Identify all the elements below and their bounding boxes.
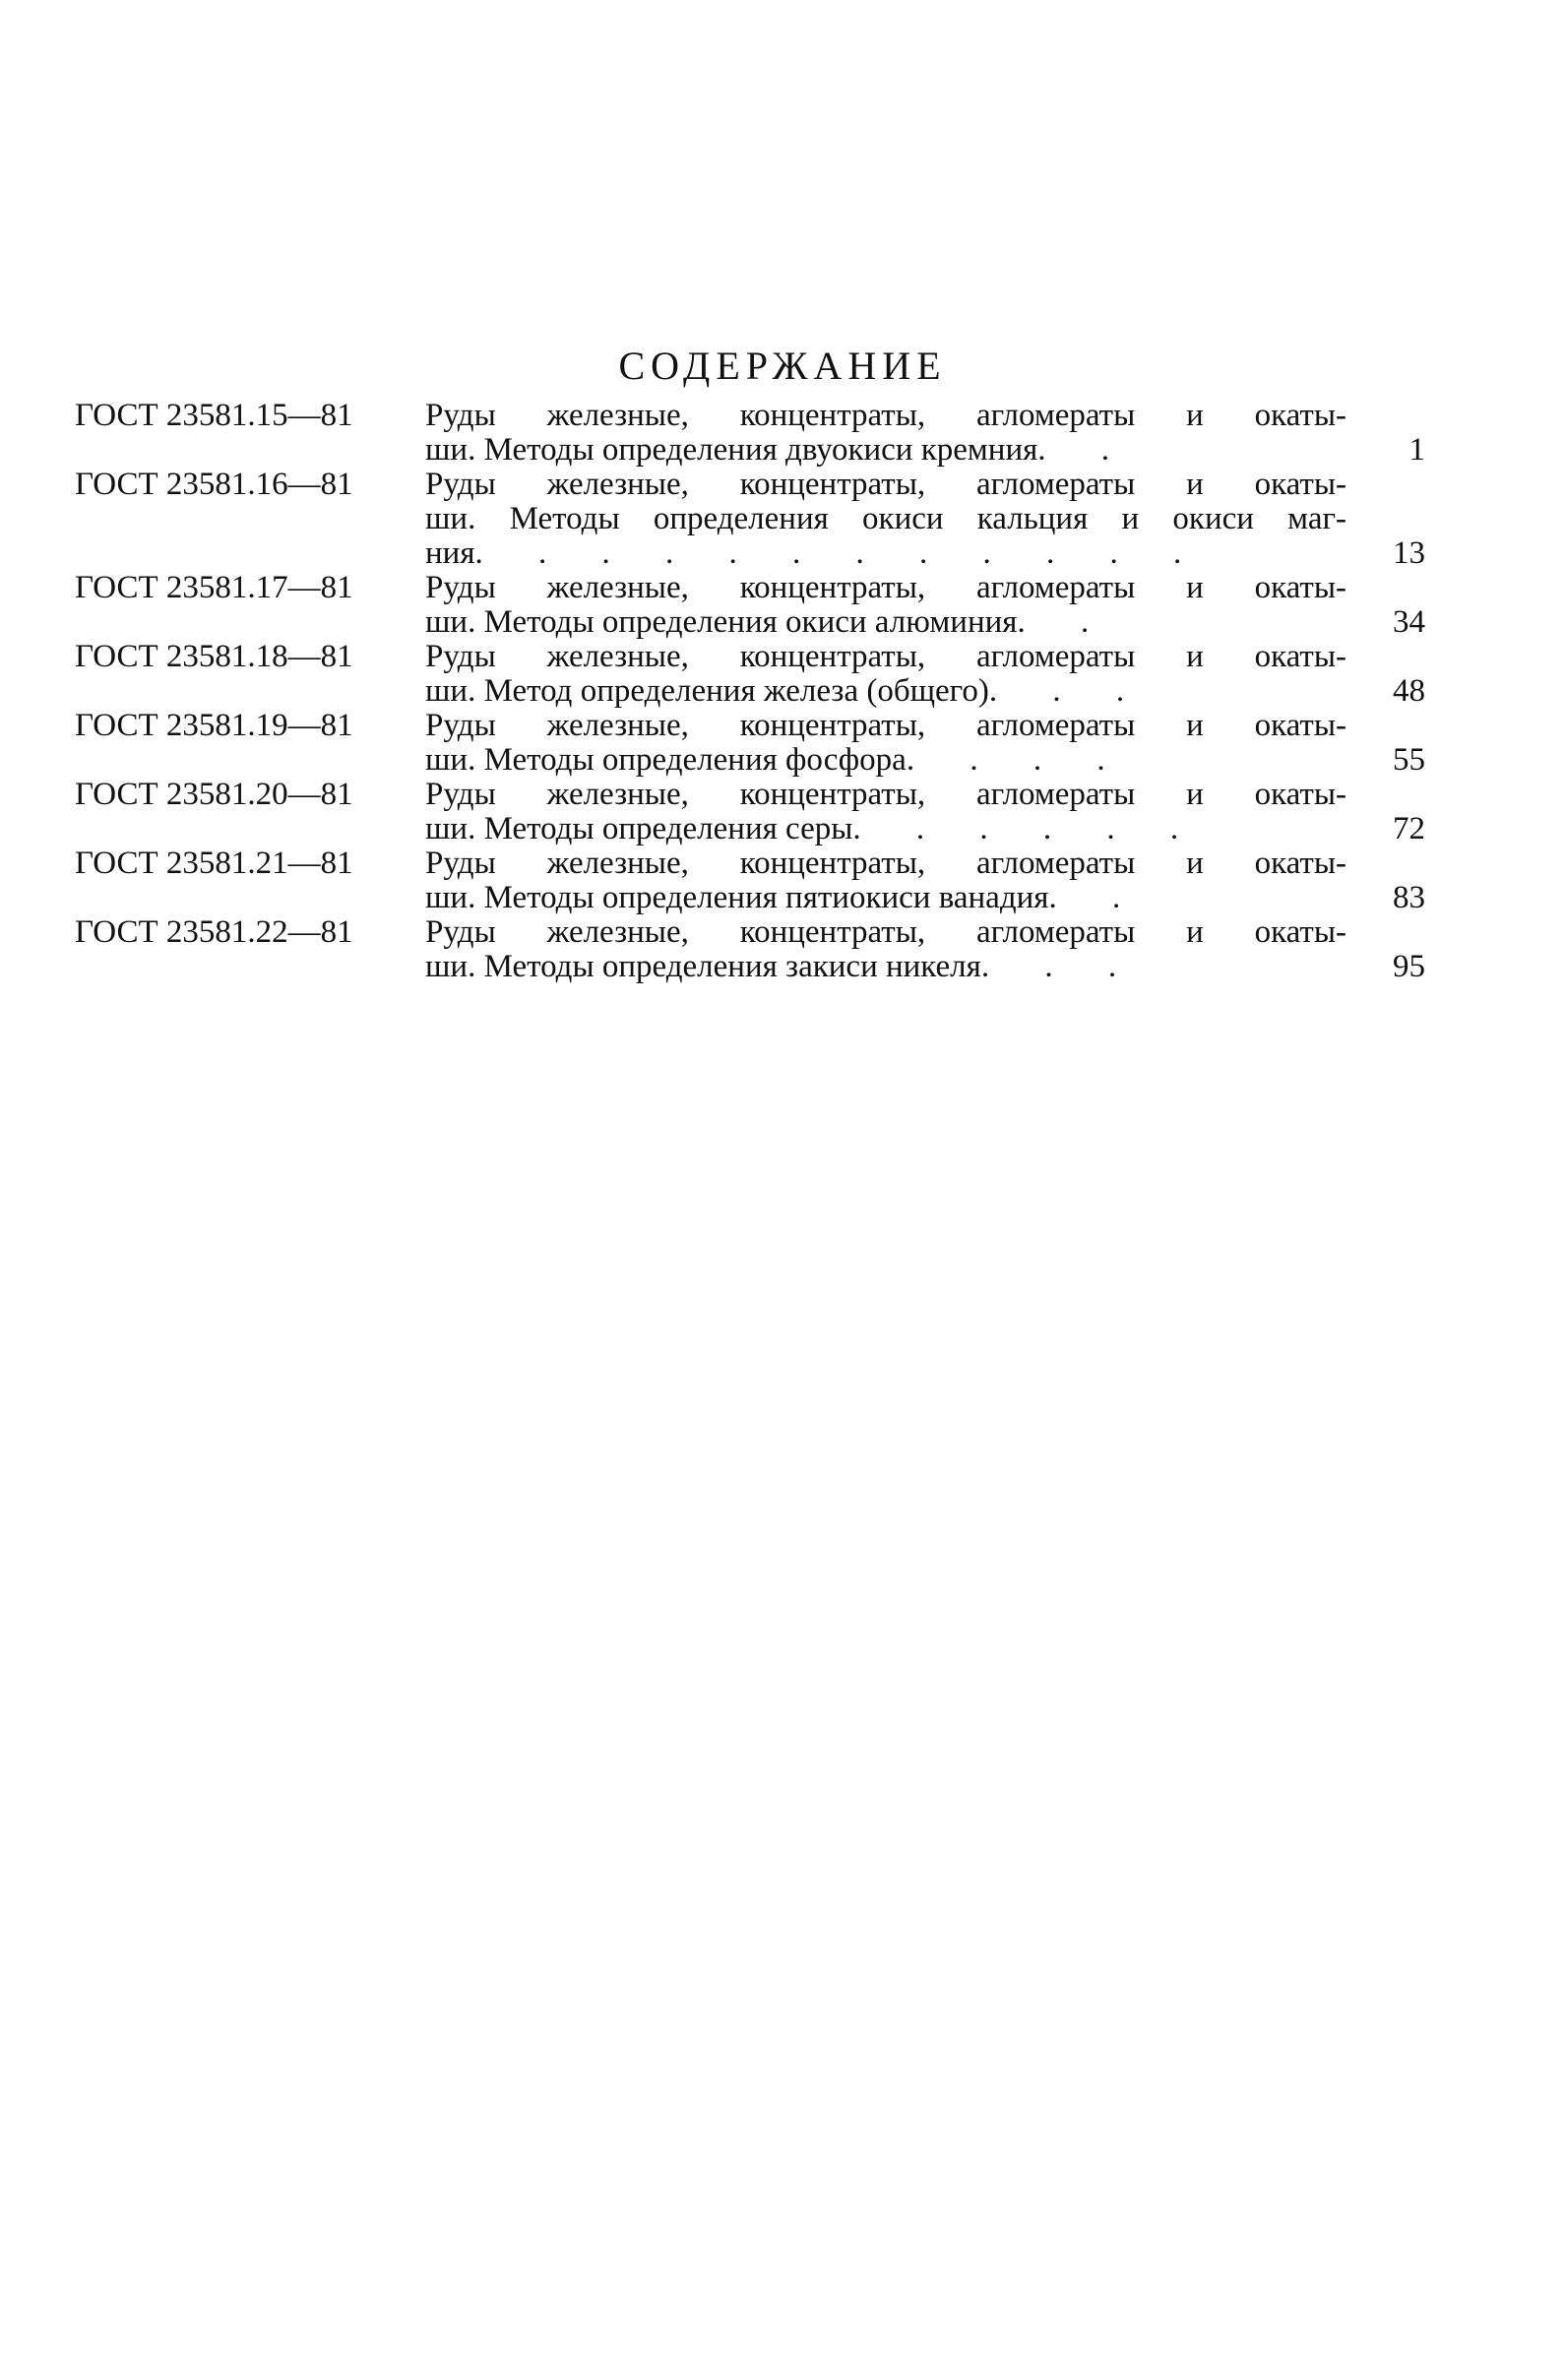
toc-entry-title-line	[425, 743, 1346, 778]
toc-entry-title-line	[425, 605, 1346, 640]
toc-entry-title	[425, 846, 1346, 915]
toc-entry-page-number: 48	[1393, 673, 1425, 709]
dot-leader: . .	[1037, 433, 1134, 468]
toc-entry-page-number: 34	[1393, 604, 1425, 640]
toc-entry-page-number: 72	[1393, 811, 1425, 846]
toc-entry	[75, 915, 1433, 984]
toc-entry-title-line: Руды железные, концентраты, агломераты и окаты-	[425, 708, 1346, 743]
toc-entry-title-line: ши. Методы определения окиси кальция и окиси маг-	[425, 501, 1346, 536]
toc-entry-page-number: 1	[1408, 432, 1425, 468]
dot-leader: . . .	[988, 674, 1149, 709]
dot-leader: . . . . . .	[852, 812, 1203, 846]
toc-entry	[75, 778, 1433, 846]
toc-entry-title-line: Руды железные, концентраты, агломераты и окаты-	[425, 467, 1346, 502]
toc-entry	[75, 640, 1433, 709]
dot-leader: . .	[1048, 881, 1145, 915]
toc-entry-code: ГОСТ 23581.16—81	[75, 467, 353, 502]
toc-entry-code: ГОСТ 23581.20—81	[75, 777, 353, 812]
toc-entry-title-line	[425, 674, 1346, 709]
toc-entry-title-line	[425, 433, 1346, 468]
toc-entry-title	[425, 640, 1346, 709]
toc-entry-title	[425, 571, 1346, 640]
toc-entry-title-line	[425, 950, 1346, 984]
toc-entry-title-text: ши. Методы определения закиси никеля	[425, 949, 981, 984]
toc-entry-code: ГОСТ 23581.17—81	[75, 570, 353, 605]
toc-entry-title-text: ши. Методы определения пятиокиси ванадия	[425, 880, 1049, 915]
toc-entry-title-text: ния	[425, 535, 475, 571]
toc-entry	[75, 399, 1433, 468]
toc-entry-code: ГОСТ 23581.22—81	[75, 914, 353, 950]
toc-entry-code: ГОСТ 23581.19—81	[75, 708, 353, 743]
toc-entry-title-line: Руды железные, концентраты, агломераты и окаты-	[425, 639, 1346, 674]
toc-entry-title-text: ши. Методы определения двуокиси кремния	[425, 432, 1038, 468]
page-title: СОДЕРЖАНИЕ	[618, 344, 947, 388]
toc-entry-title-line: Руды железные, концентраты, агломераты и окаты-	[425, 914, 1346, 950]
toc-entry-title-text: ши. Методы определения фосфора	[425, 742, 907, 778]
dot-leader: . . .	[980, 950, 1141, 984]
toc-entry-page-number: 95	[1393, 949, 1425, 984]
dot-leader: . .	[1017, 605, 1113, 640]
table-of-contents	[75, 399, 1433, 984]
toc-entry-title-line: Руды железные, концентраты, агломераты и окаты-	[425, 846, 1346, 881]
dot-leader: . . . . . . . . . . . .	[474, 536, 1206, 571]
toc-entry-page-number: 13	[1393, 535, 1425, 571]
toc-entry-code: ГОСТ 23581.21—81	[75, 846, 353, 881]
dot-leader: . . . .	[906, 743, 1129, 778]
toc-entry-code: ГОСТ 23581.18—81	[75, 639, 353, 674]
toc-entry	[75, 571, 1433, 640]
toc-entry-title-line	[425, 812, 1346, 846]
toc-entry-title-line	[425, 881, 1346, 915]
toc-entry-title	[425, 399, 1346, 468]
toc-entry-title	[425, 709, 1346, 778]
toc-entry-title-line: Руды железные, концентраты, агломераты и окаты-	[425, 570, 1346, 605]
toc-entry-title-line	[425, 536, 1346, 571]
toc-entry-title-line: Руды железные, концентраты, агломераты и окаты-	[425, 398, 1346, 433]
toc-entry-title-text: ши. Методы определения окиси алюминия	[425, 604, 1018, 640]
toc-entry-page-number: 83	[1393, 880, 1425, 915]
toc-entry-title-text: ши. Методы определения серы	[425, 811, 853, 846]
toc-entry-page-number: 55	[1393, 742, 1425, 778]
toc-entry-title	[425, 915, 1346, 984]
toc-entry-title	[425, 778, 1346, 846]
toc-entry-code: ГОСТ 23581.15—81	[75, 398, 353, 433]
toc-entry-title	[425, 468, 1346, 571]
toc-entry-title-text: ши. Метод определения железа (общего)	[425, 673, 989, 709]
toc-entry-title-line: Руды железные, концентраты, агломераты и окаты-	[425, 777, 1346, 812]
toc-entry	[75, 709, 1433, 778]
toc-entry	[75, 846, 1433, 915]
toc-entry	[75, 468, 1433, 571]
